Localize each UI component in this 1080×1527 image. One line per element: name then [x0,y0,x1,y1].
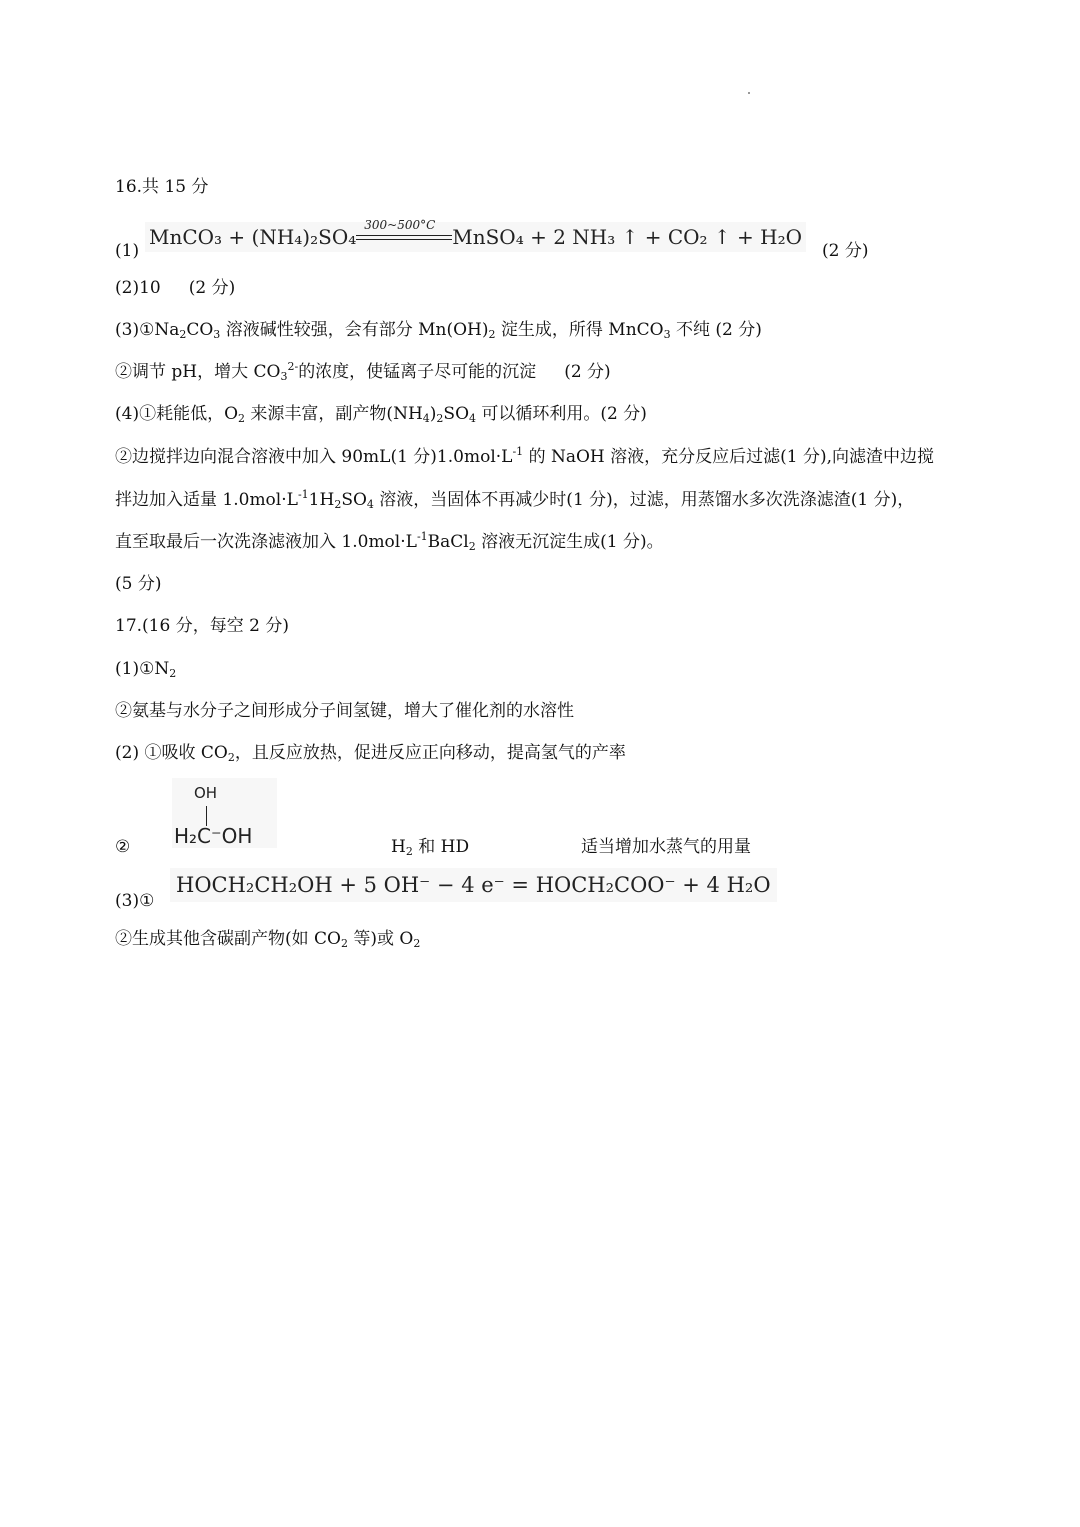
q16-p4b-line1: ②边搅拌边向混合溶液中加入 90mL(1 分)$1.0mol\cdot L^{-1}$ 的 NaOH 溶液，充分反应后过滤(1 分),向滤渣中边搅 [115,445,935,467]
q16-p4b-line3: 直至取最后一次洗涤滤液加入 $1.0mol\cdot L^{-1}BaCl_2$ 溶液无沉淀生成(1 分)。 [115,530,664,553]
q17-p3a-label: (3)① [115,891,155,911]
q17-p2a: (2) ①吸收 $CO_2$，且反应放热，促进反应正向移动，提高氢气的产率 [115,743,626,764]
reaction-condition: 300~500°C [364,217,436,232]
q17-p3b: ②生成其他含碳副产物(如 $CO_2$ 等)或 $O_2$ [115,929,421,950]
structure-formula [172,778,277,848]
equation-left: MnCO₃ + (NH₄)₂SO₄ [149,225,357,249]
q16-p1-score: (2 分) [822,241,869,261]
q16-p3a: $(3)①Na_2CO_3$ 溶液碱性较强，会有部分 $Mn(OH)_2$ 淀生成，所得 MnCO$_3$ 不纯 (2 分) [115,320,762,341]
q16-p3b: ②调节 pH，增大 $CO_3^{2-}$的浓度，使锰离子尽可能的沉淀 (2 分) [115,360,611,383]
q17-p2b-c: 适当增加水蒸气的用量 [581,837,751,857]
q17-p3a-equation: HOCH₂CH₂OH + 5 OH⁻ − 4 e⁻ = HOCH₂COO⁻ + 4 H₂O [170,868,777,902]
q17-p1a: $(1)①N_2$ [115,659,177,680]
q17-p2b-label: ② [115,837,131,857]
equation-right: MnSO₄ + 2 NH₃ ↑ + CO₂ ↑ + H₂O [452,225,802,249]
structure-bond [206,806,207,826]
q16-p1-label: (1) [115,241,140,261]
scan-speck [748,92,750,94]
q17-p1b: ②氨基与水分子之间形成分子间氢键，增大了催化剂的水溶性 [115,701,574,721]
q17-p2b-h2-hd: $H_2$ 和 HD [391,837,470,858]
structure-main: H₂C⁻OH [174,824,253,848]
structure-oh-top: OH [194,784,218,802]
q16-p1-equation [145,217,806,252]
reaction-arrow [356,217,452,248]
q16-p4a: (4)①耗能低，$O_2$ 来源丰富，副产物$(NH_4)_2SO_4$ 可以循环利用。(2 分) [115,404,647,425]
q17-title: 17.(16 分，每空 2 分) [115,616,289,636]
q16-p4-total: (5 分) [115,574,162,594]
q16-p2: (2)10 (2 分) [115,278,236,298]
q16-title: 16.共 15 分 [115,177,209,197]
q16-p4b-line2: 拌边加入适量 $1.0mol\cdot L^{-1}1H_2SO_4$ 溶液，当固体不再减少时(1 分)，过滤，用蒸馏水多次洗涤滤渣(1 分)， [115,488,915,511]
